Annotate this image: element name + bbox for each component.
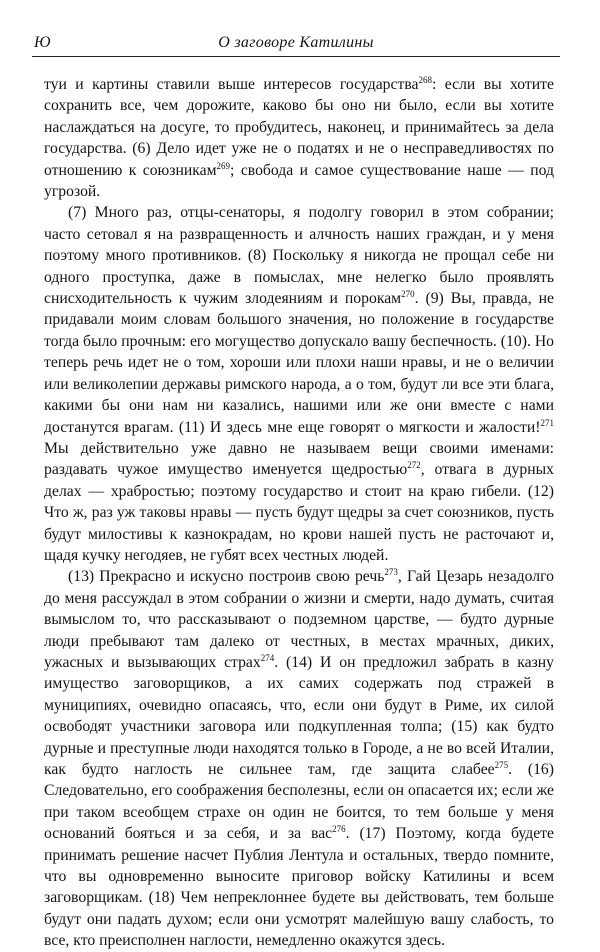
footnote-ref: 276 — [332, 824, 346, 835]
text-run: Мы действительно уже давно не называем вещи своими именами: раздавать чужое имущество именуется щедростью — [44, 439, 554, 479]
text-run: ; свобода и самое существование наше — под угрозой. — [44, 161, 554, 201]
paragraph-2 — [44, 202, 554, 566]
running-header — [32, 30, 560, 57]
running-title: О заговоре Катилины — [218, 34, 374, 51]
text-run: (13) Прекрасно и искусно построив свою речь — [68, 568, 385, 586]
text-run: . (9) Вы, правда, не придавали моим словам большого значения, но положение в государстве тогда было прочным: его могущество допускало вашу беспечность. (10). Но теперь речь идет не о том, хороши или плохи наши нравы, и не о величии или великолепии державы римского народа, а о том, будут ли все эти блага, какими бы они нам ни казались, нашими или же они вместе с нами достанутся врагам. (11) И здесь мне еще говорят о мягкости и жалости! — [44, 290, 554, 436]
footnote-ref: 271 — [540, 417, 554, 428]
text-run: : если вы хотите сохранить все, чем дорожите, каково бы оно ни было, если вы хотите наслаждаться на досуге, то пробудитесь, наконец, и принимайтесь за дела государства. (6) Дело идет уже не о податях и не о несправедливостях по отношению к союзникам — [44, 76, 554, 179]
text-run: туи и картины ставили выше интересов государства — [44, 76, 419, 93]
footnote-ref: 273 — [384, 567, 398, 578]
text-run: . (17) Поэтому, когда будете принимать решение насчет Публия Лентула и остальных, твердо помните, что вы одновременно выносите приговор войску Катилины и всем заговорщикам. (18) Чем непреклоннее будете вы действовать, тем больше будут они падать духом; если они усмотрят малейшую вашу слабость, то все, кто преисполнен наглости, немедленно окажутся здесь. — [44, 825, 554, 950]
footnote-ref: 275 — [494, 760, 509, 770]
text-run: , отвага в дурных делах — храбростью; поэтому государство и стоит на краю гибели. (12) Что ж, раз уж таковы нравы — пусть будут щедры за счет союзников, пусть будут милостивы к казнокрадам, но крови нашей пусть не расточают и, щадя кучку негодяев, не губят всех честных людей. — [44, 461, 554, 564]
footnote-ref: 272 — [407, 460, 421, 471]
text-run: . (14) И он предложил забрать в казну имущество заговорщиков, а их самих содержать под стражей в муниципиях, очевидно опасаясь, что, если они будут в Риме, их силой освободят участники заговора или подкупленная толпа; (15) как будто дурные и преступные люди находятся только в Городе, а не во всей Италии, как будто наглость не сильнее там, где защита слабее — [44, 653, 555, 778]
page-number: Ю — [34, 34, 51, 51]
text-run: (7) Много раз, отцы-сенаторы, я подолгу говорил в этом собрании; часто сетовал я на развращенность и алчность наших граждан, и у меня поэтому много противников. (8) Поскольку я никогда не прощал себе ни одного проступка, даже в помыслах, мне нелегко было проявлять снисходительность к чужим злодеяниям и порокам — [44, 204, 554, 308]
paragraph-1 — [44, 74, 554, 202]
text-body — [44, 74, 554, 952]
footnote-ref: 268 — [418, 75, 432, 85]
footnote-ref: 274 — [260, 652, 275, 663]
text-run: , Гай Цезарь незадолго до меня рассуждал в этом собрании о жизни и смерти, надо думать, считая вымыслом то, что рассказывают о подземном царстве, — будто дурные люди пребывают там далеко от честных, в местах мрачных, диких, ужасных и вызывающих страх — [44, 568, 554, 671]
paragraph-3 — [44, 566, 554, 951]
text-run: . (16) Следовательно, его соображения бесполезны, если он опасается их; если же при таком всеобщем страхе он один не боится, то тем больше у меня оснований бояться и за себя, и за вас — [44, 761, 554, 843]
footnote-ref: 269 — [216, 160, 231, 171]
footnote-ref: 270 — [401, 289, 415, 300]
